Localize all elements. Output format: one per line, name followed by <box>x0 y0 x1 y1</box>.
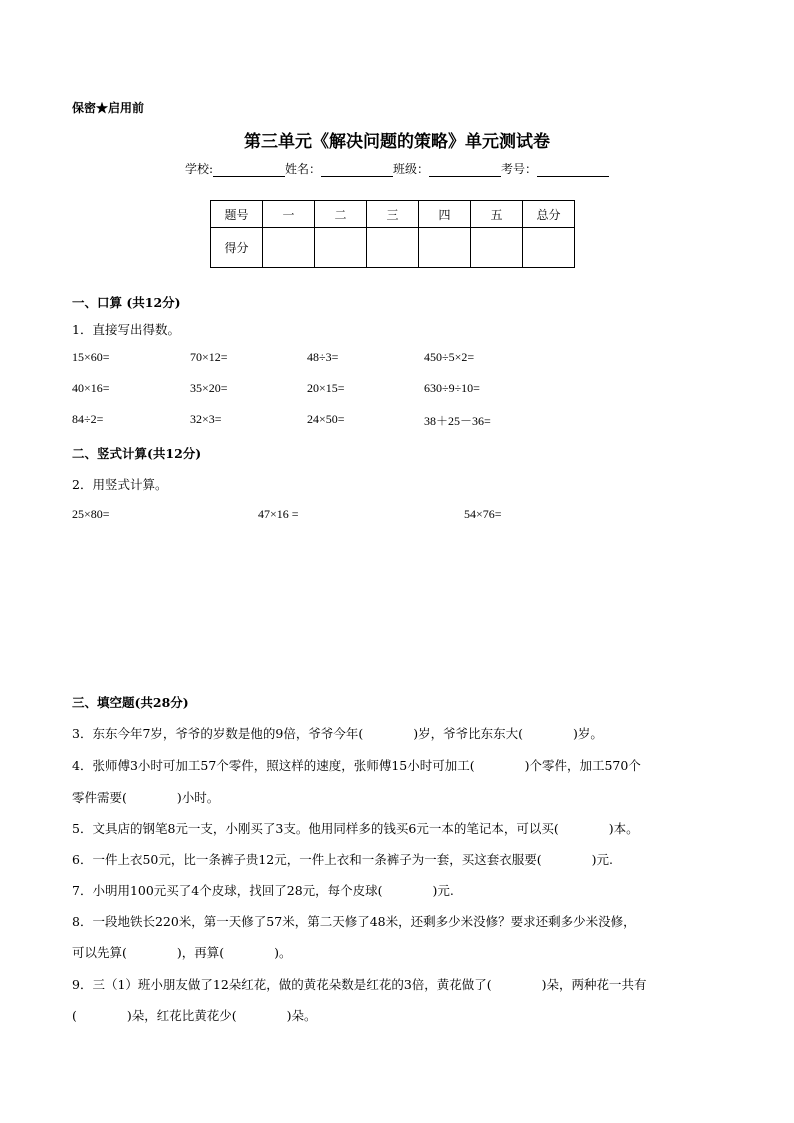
calc-item: 15×60= <box>72 350 110 364</box>
vertical-calc-item: 25×80= <box>72 507 110 521</box>
score-cell[interactable] <box>419 228 471 268</box>
section-heading: 二、竖式计算(共12分) <box>72 446 202 461</box>
score-row-label: 得分 <box>211 228 263 268</box>
calc-item: 450÷5×2= <box>424 350 475 364</box>
question-line: 8．一段地铁长220米，第一天修了57米，第二天修了48米，还剩多少米没修？要求还剩多少米没修， <box>72 914 636 929</box>
calc-item: 20×15= <box>307 381 345 395</box>
score-table-header-cell: 四 <box>419 201 471 228</box>
student-info-line <box>0 160 794 177</box>
calc-item: 48÷3= <box>307 350 339 364</box>
calc-item: 35×20= <box>190 381 228 395</box>
name-label: 姓名： <box>285 162 322 176</box>
vertical-calc-item: 54×76= <box>464 507 502 521</box>
class-field[interactable] <box>429 164 501 177</box>
calc-item: 38＋25－36= <box>424 414 491 428</box>
score-cell[interactable] <box>367 228 419 268</box>
score-cell[interactable] <box>523 228 575 268</box>
section-heading: 一、口算 (共12分) <box>72 295 181 310</box>
exam-no-label: 考号： <box>501 162 538 176</box>
question-line: 6．一件上衣50元，比一条裤子贵12元，一件上衣和一条裤子为一套，买这套衣服要( )元. <box>72 852 613 867</box>
calc-item: 32×3= <box>190 412 222 426</box>
question-text: 2．用竖式计算。 <box>72 477 168 492</box>
school-label: 学校: <box>184 162 213 176</box>
calc-item: 70×12= <box>190 350 228 364</box>
score-cell[interactable] <box>263 228 315 268</box>
score-cell[interactable] <box>471 228 523 268</box>
class-label: 班级： <box>393 162 430 176</box>
score-table-header-cell: 题号 <box>211 201 263 228</box>
question-line: 4．张师傅3小时可加工57个零件，照这样的速度，张师傅15小时可加工( )个零件，加工570个 <box>72 758 641 773</box>
school-field[interactable] <box>213 164 285 177</box>
question-text: 1．直接写出得数。 <box>72 322 180 337</box>
exam-no-field[interactable] <box>537 164 609 177</box>
score-table <box>210 200 575 268</box>
score-table-header-cell: 总分 <box>523 201 575 228</box>
score-table-header-row <box>211 201 575 228</box>
question-line: 3．东东今年7岁，爷爷的岁数是他的9倍，爷爷今年( )岁，爷爷比东东大( )岁。 <box>72 726 603 741</box>
name-field[interactable] <box>321 164 393 177</box>
calc-item: 84÷2= <box>72 412 104 426</box>
score-cell[interactable] <box>315 228 367 268</box>
score-table-header-cell: 三 <box>367 201 419 228</box>
calc-item: 630÷9÷10= <box>424 381 480 395</box>
question-line: 可以先算( )，再算( )。 <box>72 945 292 960</box>
question-line: 7．小明用100元买了4个皮球，找回了28元，每个皮球( )元. <box>72 883 454 898</box>
question-line: 5．文具店的钢笔8元一支，小刚买了3支。他用同样多的钱买6元一本的笔记本，可以买( )本。 <box>72 821 639 836</box>
calc-item: 24×50= <box>307 412 345 426</box>
score-table-header-cell: 五 <box>471 201 523 228</box>
score-table-header-cell: 一 <box>263 201 315 228</box>
score-table-header-cell: 二 <box>315 201 367 228</box>
vertical-calc-item: 47×16 = <box>258 507 299 521</box>
question-line: ( )朵，红花比黄花少( )朵。 <box>72 1008 317 1023</box>
section-heading: 三、填空题(共28分) <box>72 695 189 710</box>
page-title: 第三单元《解决问题的策略》单元测试卷 <box>244 132 550 152</box>
confidential-label: 保密★启用前 <box>72 101 145 115</box>
calc-item: 40×16= <box>72 381 110 395</box>
score-table-score-row <box>211 228 575 268</box>
question-line: 零件需要( )小时。 <box>72 790 220 805</box>
question-line: 9．三（1）班小朋友做了12朵红花，做的黄花朵数是红花的3倍，黄花做了( )朵，两种花一共有 <box>72 977 647 992</box>
